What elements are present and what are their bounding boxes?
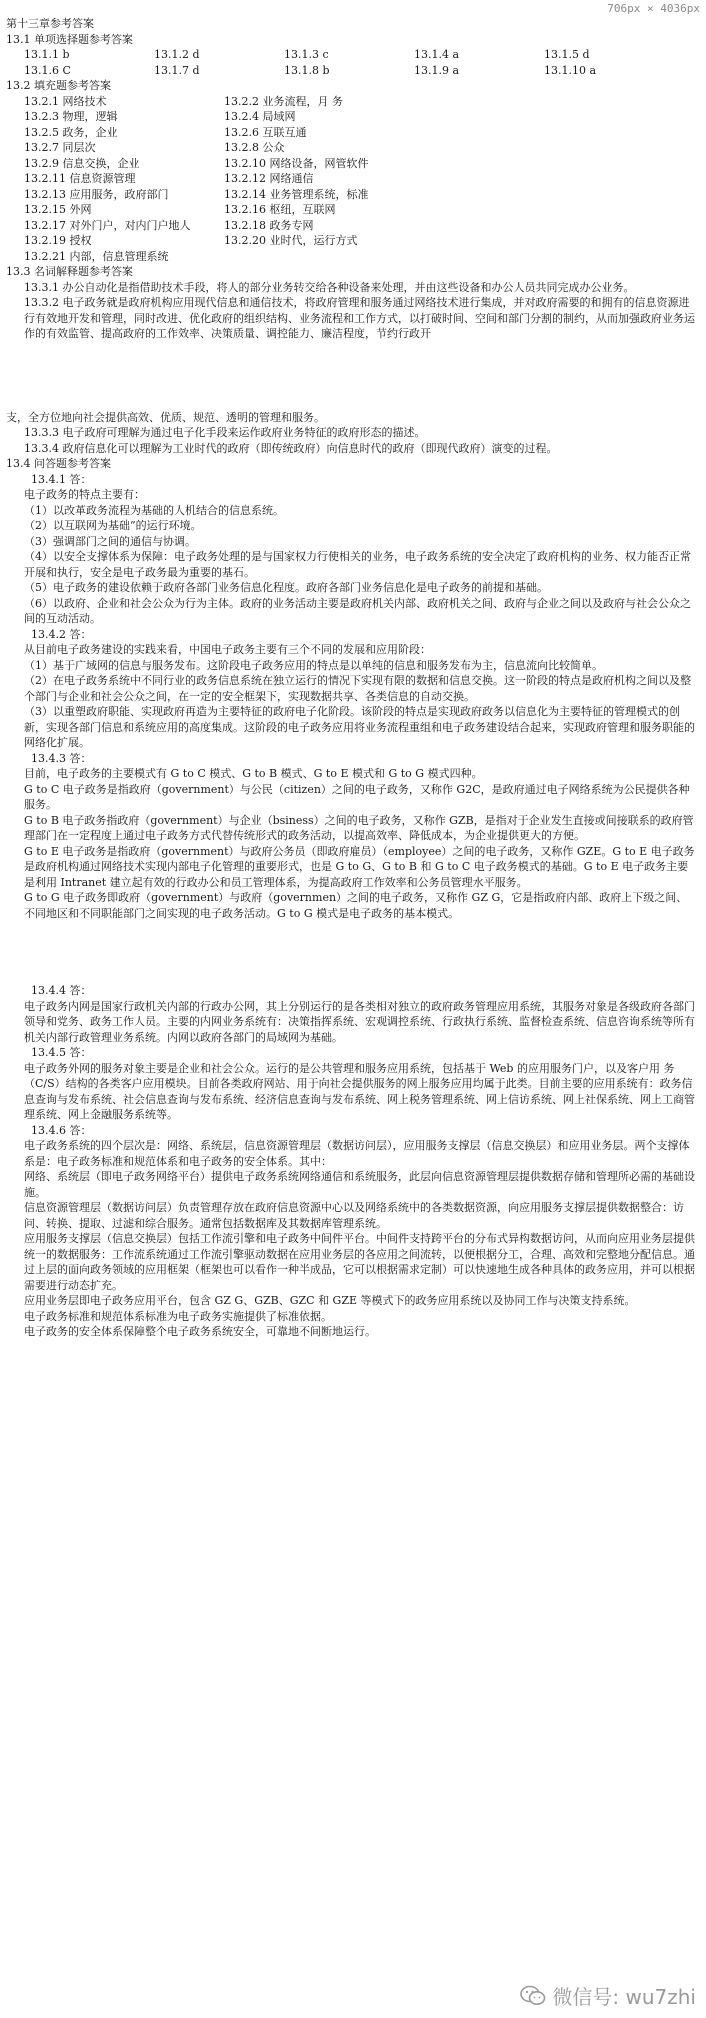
q6-paragraph: 信息资源管理层（数据访问层）负责管理存放在政府信息资源中心以及网络系统中的各类数据资源，向应用服务支撑层提供数据整合：访问、转换、提取、过滤和综合服务。通常包括数据库及其数据库管理系统。 [24,1201,684,1230]
watermark-text: 微信号: wu7zhi [552,1985,696,2009]
fill-answer: 13.2.12 网络通信 [224,172,314,185]
q6-paragraph: 应用服务支撑层（信息交换层）包括工作流引擎和电子政务中间件平台。中间件支持跨平台的分布式异构数据访问，从而向应用业务层提供统一的数据服务：工作流系统通过工作流引擎驱动数据在应用业务层的各应用之间流转，以便根据分工，合理、高效和完整地分配信息。通过上层的面向政务领域的应用框架（框架也可以看作一种半成品，它可以根据需求定制）可以快速地生成各种具体的政务应用，并可以根据需要进行动态扩充。 [24,1232,695,1292]
fill-answer: 13.2.21 内部，信息管理系统 [24,249,169,263]
mcq-answer: 13.1.7 d [154,63,200,77]
q6-paragraph: 网络、系统层（即电子政务网络平台）提供电子政务系统网络通信和系统服务，此层向信息资源管理层提供数据存储和管理所必需的基础设施。 [24,1170,695,1199]
fill-answer-row [6,140,696,156]
section-13-1-title: 13.1 单项选择题参考答案 [6,32,133,46]
q3-paragraph: G to G 电子政务即政府（government）与政府（governmen）之间的电子政务，又称作 GZ G，它是指政府内部、政府上下级之间、不同地区和不同职能部门之间实现的电子政务活动。G to G 模式是电子政务的基本模式。 [24,891,688,920]
q5-label: 13.4.5 答： [31,1046,92,1059]
q1-item: （6）以政府、企业和社会公众为行为主体。政府的业务活动主要是政府机关内部、政府机关之间、政府与企业之间以及政府与社会公众之间的互动活动。 [24,596,691,625]
page-break-gap [6,342,696,410]
mcq-answer: 13.1.8 b [284,63,330,77]
fill-answer: 13.2.7 同层次 [24,141,96,154]
fill-answer-row [6,249,696,265]
wechat-icon [520,1985,546,2007]
term-13-3-1: 13.3.1 办公自动化是指借助技术手段，将人的部分业务转交给各种设备来处理，并由这些设备和办公人员共同完成办公业务。 [24,280,635,294]
q6-paragraph: 电子政务标准和规范体系标准为电子政务实施提供了标准依据。 [24,1309,332,1323]
fill-answer-row [6,171,696,187]
fill-answer: 13.2.2 业务流程，月 务 [224,94,343,108]
mcq-answer: 13.1.10 a [544,63,597,77]
document-page [6,16,696,1340]
mcq-answer-row [6,47,696,63]
fill-answer: 13.2.11 信息资源管理 [24,172,136,185]
page-break-gap [6,921,696,983]
fill-answer: 13.2.15 外网 [24,203,92,216]
term-13-3-4: 13.3.4 政府信息化可以理解为工业时代的政府（即传统政府）向信息时代的政府（即现代政府）演变的过程。 [24,441,558,455]
mcq-answer: 13.1.6 C [24,63,71,77]
q5-paragraph: 电子政务外网的服务对象主要是企业和社会公众。运行的是公共管理和服务应用系统，包括基于 Web 的应用服务门户，以及客户用 务（C/S）结构的各类客户应用模块。目前各类政府网站、用于向社会提供服务的网上服务应用均属于此类。目前主要的应用系统有：政务信息查询与发布系统、社会信息查询与发布系统、经济信息查询与发布系统、网上税务管理系统、网上信访系统、网上社保系统、网上工商管理系统、网上金融服务系统等。 [24,1061,695,1121]
q1-item: （5）电子政务的建设依赖于政府各部门业务信息化程度。政府各部门业务信息化是电子政务的前提和基础。 [24,581,548,594]
term-13-3-3: 13.3.3 电子政府可理解为通过电子化手段来运作政府业务特征的政府形态的描述。 [24,426,426,439]
mcq-answer: 13.1.5 d [544,48,590,61]
q6-paragraph: 电子政务系统的四个层次是：网络、系统层，信息资源管理层（数据访问层），应用服务支撑层（信息交换层）和应用业务层。两个支撑体系是：电子政务标准和规范体系和电子政务的安全体系。其中： [24,1139,690,1168]
q2-item: （1）基于广域网的信息与服务发布。这阶段电子政务应用的特点是以单纯的信息和服务发布为主，信息流向比较简单。 [24,658,603,672]
section-13-4-title: 13.4 问答题参考答案 [6,457,111,470]
fill-answer-row [6,202,696,218]
fill-answer: 13.2.16 枢纽，互联网 [224,203,336,216]
q2-intro: 从目前电子政务建设的实践来看，中国电子政务主要有三个不同的发展和应用阶段： [24,643,431,656]
fill-answer-row [6,125,696,141]
q3-paragraph: G to E 电子政务是指政府（government）与政府公务员（即政府雇员）（employee）之间的电子政务，又称作 GZE。G to E 电子政务是政府机构通过网络技术实现内部电子化管理的重要形式，也是 G to G、G to B 和 G to C 电子政务模式的基础。G to E 电子政务主要是利用 Intranet 建立起有效的行政办公和员工管理体系，为提高政府工作效率和公务员管理水平服务。 [24,844,695,889]
chapter-title: 第十三章参考答案 [6,17,94,30]
q3-paragraph: G to B 电子政务指政府（government）与企业（bsiness）之间的电子政务，又称作 GZB，是指对于企业发生直接或间接联系的政府管理部门在一定程度上通过电子政务方式代替传统形式的政务活动，以提高效率、降低成本，为企业提供更大的方便。 [24,813,694,842]
fill-answer: 13.2.14 业务管理系统，标准 [224,187,369,201]
fill-answer: 13.2.4 局域网 [224,110,296,123]
q1-item: （2）以互联网为基础”的运行环境。 [24,519,202,532]
fill-answer: 13.2.8 公众 [224,141,285,154]
mcq-answer: 13.1.3 c [284,48,329,61]
fill-answer-row [6,94,696,110]
mcq-answer-row [6,63,696,79]
q6-label: 13.4.6 答： [31,1123,92,1137]
fill-answer: 13.2.20 业时代，运行方式 [224,234,358,247]
fill-answer: 13.2.19 授权 [24,234,92,247]
fill-answer: 13.2.5 政务，企业 [24,125,118,139]
wechat-watermark [520,1981,696,2010]
mcq-answer: 13.1.9 a [414,63,460,77]
fill-answer: 13.2.17 对外门户，对内门户地人 [24,218,191,232]
fill-answer-row [6,187,696,203]
q2-item: （2）在电子政务系统中不同行业的政务信息系统在独立运行的情况下实现有限的数据和信息交换。这一阶段的特点是政府机构之间以及整个部门与企业和社会公众之间，在一定的安全框架下，实现数据共享、各类信息的自动交换。 [24,674,691,703]
q2-item: （3）以重塑政府职能、实现政府再造为主要特征的政府电子化阶段。该阶段的特点是实现政府政务以信息化为主要特征的管理模式的创新，实现各部门信息和系统应用的高度集成。这阶段的电子政务应用将业务流程重组和电子政务建设结合起来，实现政府管理和服务职能的网络化扩展。 [24,705,695,749]
fill-answer-row [6,218,696,234]
q2-label: 13.4.2 答： [31,627,92,641]
q1-label: 13.4.1 答： [31,472,92,486]
q4-paragraph: 电子政务内网是国家行政机关内部的行政办公网，其上分别运行的是各类相对独立的政府政务管理应用系统，其服务对象是各级政府各部门领导和党务、政务工作人员。主要的内网业务系统有：决策指挥系统、宏观调控系统、行政执行系统、监督检查系统、信息咨询系统等所有机关内部行政管理业务系统。内网以政府各部门的局域网为基础。 [24,999,695,1044]
fill-answer: 13.2.9 信息交换，企业 [24,156,140,170]
fill-answer-row [6,233,696,249]
fill-answer: 13.2.1 网络技术 [24,94,107,108]
q3-paragraph: G to C 电子政务是指政府（government）与公民（citizen）之间的电子政务，又称作 G2C，是政府通过电子网络系统为公民提供各种服务。 [24,782,690,811]
q6-paragraph: 应用业务层即电子政务应用平台，包含 GZ G、GZB、GZC 和 GZE 等模式下的政务应用系统以及协同工作与决策支持系统。 [24,1294,636,1307]
q4-label: 13.4.4 答： [31,984,92,997]
q1-item: （4）以安全支撑体系为保障：电子政务处理的是与国家权力行使相关的业务，电子政务系统的安全决定了政府机构的业务、权力能否正常开展和执行，安全是电子政务最为重要的基石。 [24,550,691,579]
fill-answer: 13.2.13 应用服务，政府部门 [24,187,169,201]
fill-answer: 13.2.10 网络设备，网管软件 [224,156,369,170]
q3-label: 13.4.3 答： [31,751,92,765]
mcq-answer: 13.1.2 d [154,48,200,61]
term-13-3-2: 13.3.2 电子政务就是政府机构应用现代信息和通信技术，将政府管理和服务通过网络技术进行集成，并对政府需要的和拥有的信息资源进行有效地开发和管理，同时改进、优化政府的组织结构、业务流程和工作方式，以打破时间、空间和部门分割的制约，从而加强政府业务运作的有效监管、提高政府的工作效率、决策质量、调控能力、廉洁程度，节约行政开 [24,296,695,340]
q3-paragraph: 目前，电子政务的主要模式有 G to C 模式、G to B 模式、G to E 模式和 G to G 模式四种。 [24,767,483,780]
q1-item: （1）以改革政务流程为基础的人机结合的信息系统。 [24,503,284,517]
image-dimensions-label: 706px × 4036px [607,2,700,15]
q6-paragraph: 电子政务的安全体系保障整个电子政务系统安全，可靠地不间断地运行。 [24,1325,376,1338]
q1-item: （3）强调部门之间的通信与协调。 [24,534,196,548]
fill-answer: 13.2.6 互联互通 [224,125,307,139]
q1-intro: 电子政务的特点主要有： [24,488,145,501]
fill-answer-row [6,156,696,172]
term-13-3-2-continued: 支，全方位地向社会提供高效、优质、规范、透明的管理和服务。 [6,410,325,424]
fill-answer-row [6,109,696,125]
section-13-2-title: 13.2 填充题参考答案 [6,79,111,92]
fill-answer: 13.2.3 物理，逻辑 [24,110,118,123]
mcq-answer: 13.1.1 b [24,48,70,61]
section-13-3-title: 13.3 名词解释题参考答案 [6,265,133,278]
mcq-answer: 13.1.4 a [414,48,460,61]
fill-answer: 13.2.18 政务专网 [224,218,314,232]
